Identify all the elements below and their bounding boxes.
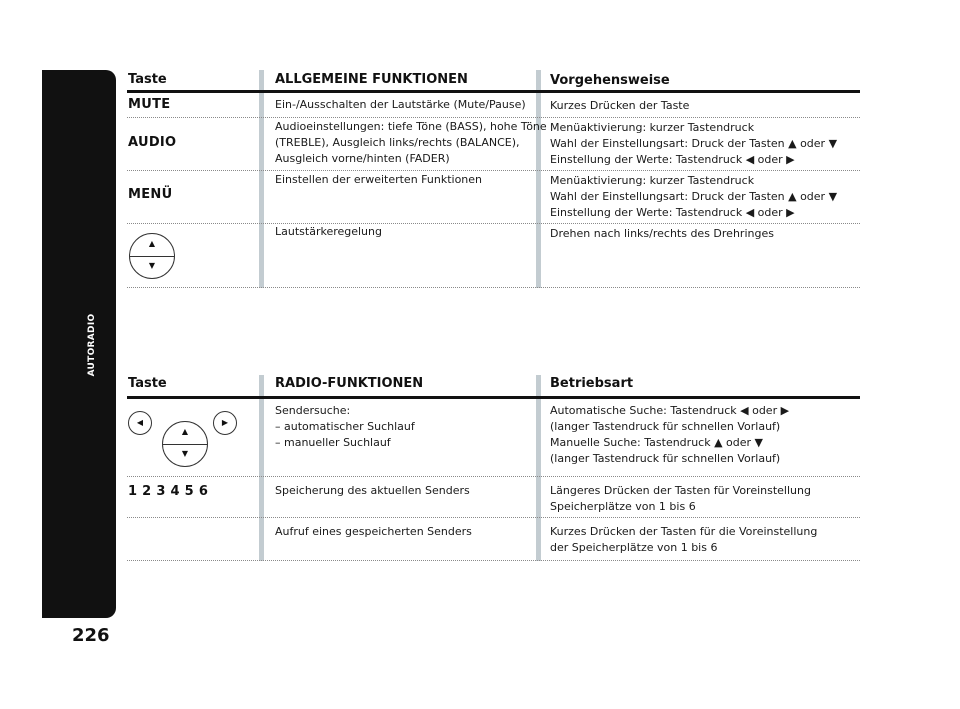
procedure-text: Kurzes Drücken der Taste xyxy=(550,99,690,112)
function-text: Lautstärkeregelung xyxy=(275,225,382,238)
column-divider xyxy=(536,375,541,561)
row-separator xyxy=(127,117,860,118)
arrow-down-icon: ▼ xyxy=(148,261,156,270)
row-separator xyxy=(127,517,860,518)
arrow-up-icon: ▲ xyxy=(181,427,189,436)
procedure-text: Drehen nach links/rechts des Drehringes xyxy=(550,227,774,240)
seek-right-button-icon: ▶ xyxy=(213,411,237,435)
column-divider xyxy=(259,70,264,288)
key-audio: AUDIO xyxy=(128,135,177,150)
header-rule xyxy=(127,90,860,93)
row-separator xyxy=(127,287,860,288)
row-separator xyxy=(127,170,860,171)
function-text: Audioeinstellungen: tiefe Töne (BASS), hohe Töne (TREBLE), Ausgleich links/rechts (BALANCE), Ausgleich vorne/hinten (FADER) xyxy=(275,120,547,165)
function-text: Speicherung des aktuellen Senders xyxy=(275,484,470,497)
header-radio-funktionen: RADIO-FUNKTIONEN xyxy=(275,376,424,391)
row-separator xyxy=(127,560,860,561)
function-text: Aufruf eines gespeicherten Senders xyxy=(275,525,472,538)
section-label: AUTORADIO xyxy=(87,313,97,377)
key-menu: MENÜ xyxy=(128,187,173,202)
arrow-down-icon: ▼ xyxy=(181,449,189,458)
header-rule xyxy=(127,396,860,399)
header-taste: Taste xyxy=(128,72,167,87)
header-taste: Taste xyxy=(128,376,167,391)
column-divider xyxy=(259,375,264,561)
row-separator xyxy=(127,223,860,224)
arrow-up-icon: ▲ xyxy=(148,239,156,248)
key-presets: 1 2 3 4 5 6 xyxy=(128,484,209,499)
sidebar-tab xyxy=(42,70,116,618)
header-allgemeine-funktionen: ALLGEMEINE FUNKTIONEN xyxy=(275,72,468,87)
header-vorgehensweise: Vorgehensweise xyxy=(550,73,670,88)
row-separator xyxy=(127,476,860,477)
header-betriebsart: Betriebsart xyxy=(550,376,634,391)
page-number: 226 xyxy=(72,625,110,646)
function-text: Einstellen der erweiterten Funktionen xyxy=(275,173,483,186)
key-mute: MUTE xyxy=(128,97,171,112)
procedure-text: Längeres Drücken der Tasten für Voreinstellung Speicherplätze von 1 bis 6 xyxy=(550,484,811,513)
function-text: Ein-/Ausschalten der Lautstärke (Mute/Pause) xyxy=(275,98,526,111)
seek-left-button-icon: ◀ xyxy=(128,411,152,435)
tuning-knob-icon xyxy=(162,421,208,467)
function-text: Sendersuche: – automatischer Suchlauf – manueller Suchlauf xyxy=(275,404,415,449)
procedure-text: Kurzes Drücken der Tasten für die Voreinstellung der Speicherplätze von 1 bis 6 xyxy=(550,525,818,554)
volume-knob-icon xyxy=(129,233,175,279)
column-divider xyxy=(536,70,541,288)
procedure-text: Menüaktivierung: kurzer Tastendruck Wahl der Einstellungsart: Druck der Tasten ▲ oder ▼ Einstellung der Werte: Tastendruck ◀ oder ▶ xyxy=(550,121,838,166)
procedure-text: Menüaktivierung: kurzer Tastendruck Wahl der Einstellungsart: Druck der Tasten ▲ oder ▼ Einstellung der Werte: Tastendruck ◀ oder ▶ xyxy=(550,174,838,219)
procedure-text: Automatische Suche: Tastendruck ◀ oder ▶ (langer Tastendruck für schnellen Vorlauf) Manuelle Suche: Tastendruck ▲ oder ▼ (langer Tastendruck für schnellen Vorlauf) xyxy=(550,404,790,465)
